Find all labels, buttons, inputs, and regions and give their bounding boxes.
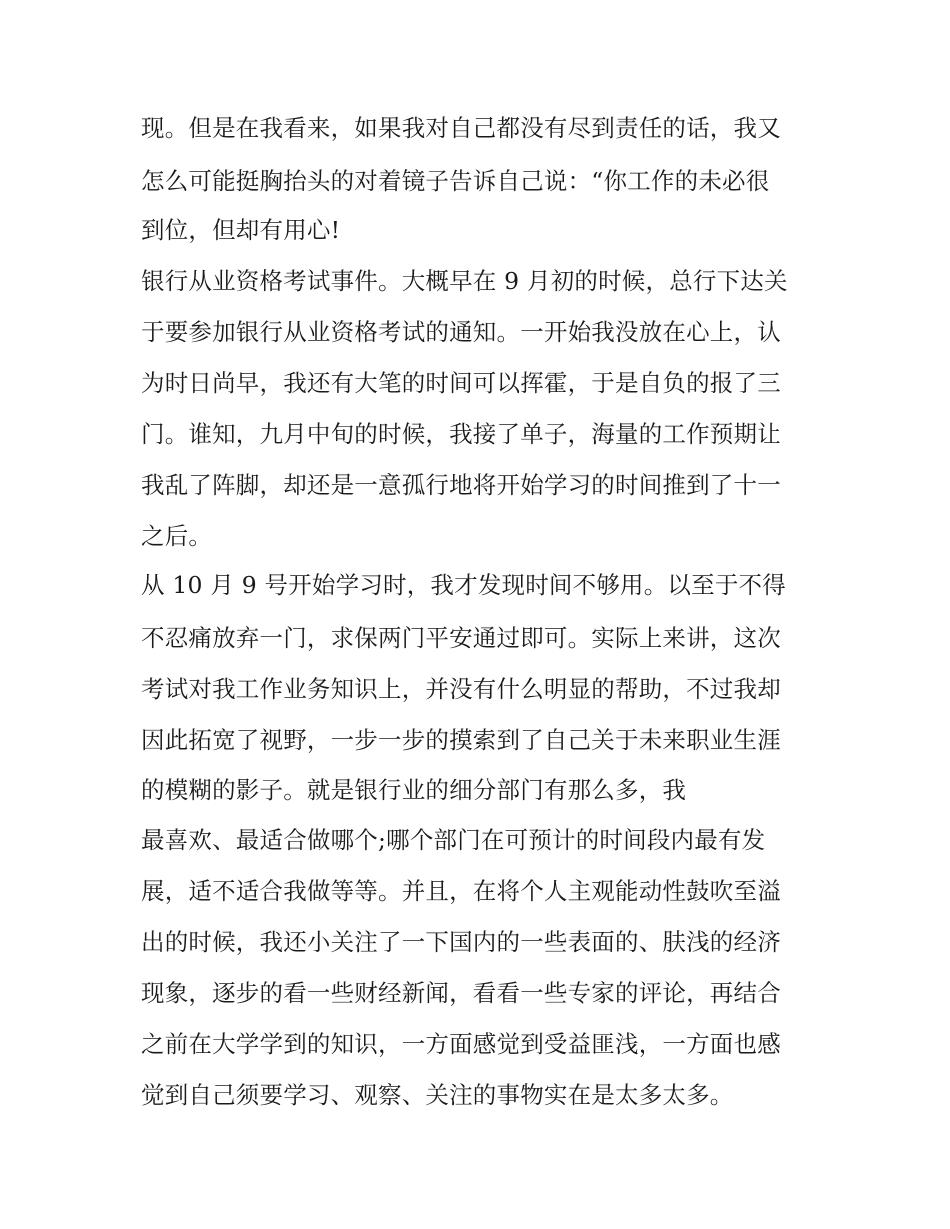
text-line: 到位，但却有用心! [141, 216, 341, 244]
text-line: 不忍痛放弃一门，求保两门平安通过即可。实际上来讲，这次 [141, 624, 781, 652]
text-line: 的模糊的影子。就是银行业的细分部门有那么多，我 [141, 776, 687, 804]
text-line: 考试对我工作业务知识上，并没有什么明显的帮助，不过我却 [141, 675, 781, 703]
text-line: 因此拓宽了视野，一步一步的摸索到了自己关于未来职业生涯 [141, 726, 781, 754]
text-line: 从 10 月 9 号开始学习时，我才发现时间不够用。以至于不得 [141, 571, 786, 599]
text-line: 出的时候，我还小关注了一下国内的一些表面的、肤浅的经济 [141, 928, 781, 956]
text-line: 于要参加银行从业资格考试的通知。一开始我没放在心上，认 [141, 318, 781, 346]
text-line: 觉到自己须要学习、观察、关注的事物实在是太多太多。 [141, 1081, 734, 1109]
text-line: 现。但是在我看来，如果我对自己都没有尽到责任的话，我又 [141, 114, 781, 142]
text-line: 之前在大学学到的知识，一方面感觉到受益匪浅，一方面也感 [141, 1030, 781, 1058]
text-line: 最喜欢、最适合做哪个;哪个部门在可预计的时间段内最有发 [141, 826, 766, 854]
text-line: 我乱了阵脚，却还是一意孤行地将开始学习的时间推到了十一 [141, 471, 781, 499]
text-line: 为时日尚早，我还有大笔的时间可以挥霍，于是自负的报了三 [141, 369, 781, 397]
text-line: 之后。 [141, 522, 213, 550]
text-line: 怎么可能挺胸抬头的对着镜子告诉自己说：“你工作的未必很 [141, 167, 770, 195]
text-line: 门。谁知，九月中旬的时候，我接了单子，海量的工作预期让 [141, 420, 781, 448]
text-line: 银行从业资格考试事件。大概早在 9 月初的时候，总行下达关 [141, 267, 788, 295]
text-line: 现象，逐步的看一些财经新闻，看看一些专家的评论，再结合 [141, 979, 781, 1007]
text-line: 展，适不适合我做等等。并且，在将个人主观能动性鼓吹至溢 [141, 877, 781, 905]
